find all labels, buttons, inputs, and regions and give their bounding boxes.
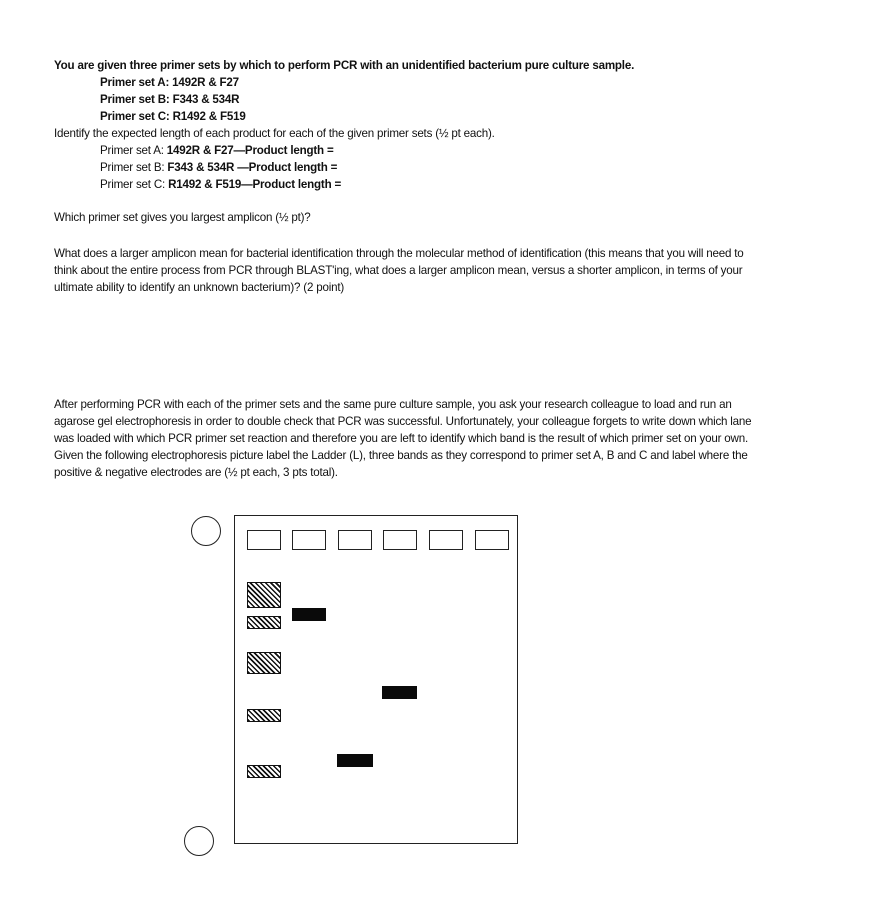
ladder-band-1 bbox=[247, 582, 281, 608]
question3: What does a larger amplicon mean for bacterial identification through the molecular method of identification (this means that you will need to think about the entire process from PCR through BLAST'ing, what does a larger amplicon mean, versus a shorter amplicon, in terms of your ultimate ability to identify an unknown bacterium)? (2 point) bbox=[54, 247, 744, 294]
gel-well-5 bbox=[429, 530, 463, 550]
gel-well-2 bbox=[292, 530, 326, 550]
gel-well-6 bbox=[475, 530, 509, 550]
question2: Which primer set gives you largest amplicon (½ pt)? bbox=[54, 211, 311, 224]
top-electrode-circle[interactable] bbox=[191, 516, 221, 546]
bottom-electrode-circle[interactable] bbox=[184, 826, 214, 856]
gel-well-4 bbox=[383, 530, 417, 550]
identify-prompt: Identify the expected length of each product for each of the given primer sets (½ pt each). bbox=[54, 127, 495, 140]
product-line-b-prefix: Primer set B: bbox=[100, 161, 168, 174]
product-line-c-prefix: Primer set C: bbox=[100, 178, 169, 191]
ladder-band-5 bbox=[247, 765, 281, 778]
primer-set-b: Primer set B: F343 & 534R bbox=[100, 93, 240, 106]
product-line-b-text: F343 & 534R —Product length = bbox=[167, 161, 338, 174]
question4: After performing PCR with each of the primer sets and the same pure culture sample, you ask your research colleague to load and run an agarose gel electrophoresis in order to double check that PCR was successful. Unfortunately, your colleague forgets to write down which lane was loaded with which PCR primer set reaction and therefore you are left to identify which band is the result of which primer set on your own. Given the following electrophoresis picture label the Ladder (L), three bands as they correspond to primer set A, B and C and label where the positive & negative electrodes are (½ pt each, 3 pts total). bbox=[54, 398, 752, 479]
gel-well-3 bbox=[338, 530, 372, 550]
product-line-a-text: 1492R & F27—Product length = bbox=[166, 144, 334, 157]
product-line-c-text: R1492 & F519—Product length = bbox=[168, 178, 342, 191]
electrophoresis-gel bbox=[234, 515, 518, 844]
product-line-c bbox=[100, 176, 341, 193]
product-line-a bbox=[100, 142, 334, 159]
question1-intro: You are given three primer sets by which to perform PCR with an unidentified bacterium pure culture sample. bbox=[54, 59, 635, 72]
sample-band-lane4 bbox=[382, 686, 417, 699]
gel-well-1 bbox=[247, 530, 281, 550]
primer-set-a: Primer set A: 1492R & F27 bbox=[100, 76, 239, 89]
ladder-band-3 bbox=[247, 652, 281, 674]
product-line-a-prefix: Primer set A: bbox=[100, 144, 167, 157]
product-line-b bbox=[100, 159, 337, 176]
sample-band-lane3 bbox=[337, 754, 373, 767]
ladder-band-4 bbox=[247, 709, 281, 722]
sample-band-lane2 bbox=[292, 608, 326, 621]
ladder-band-2 bbox=[247, 616, 281, 629]
primer-set-c: Primer set C: R1492 & F519 bbox=[100, 110, 246, 123]
